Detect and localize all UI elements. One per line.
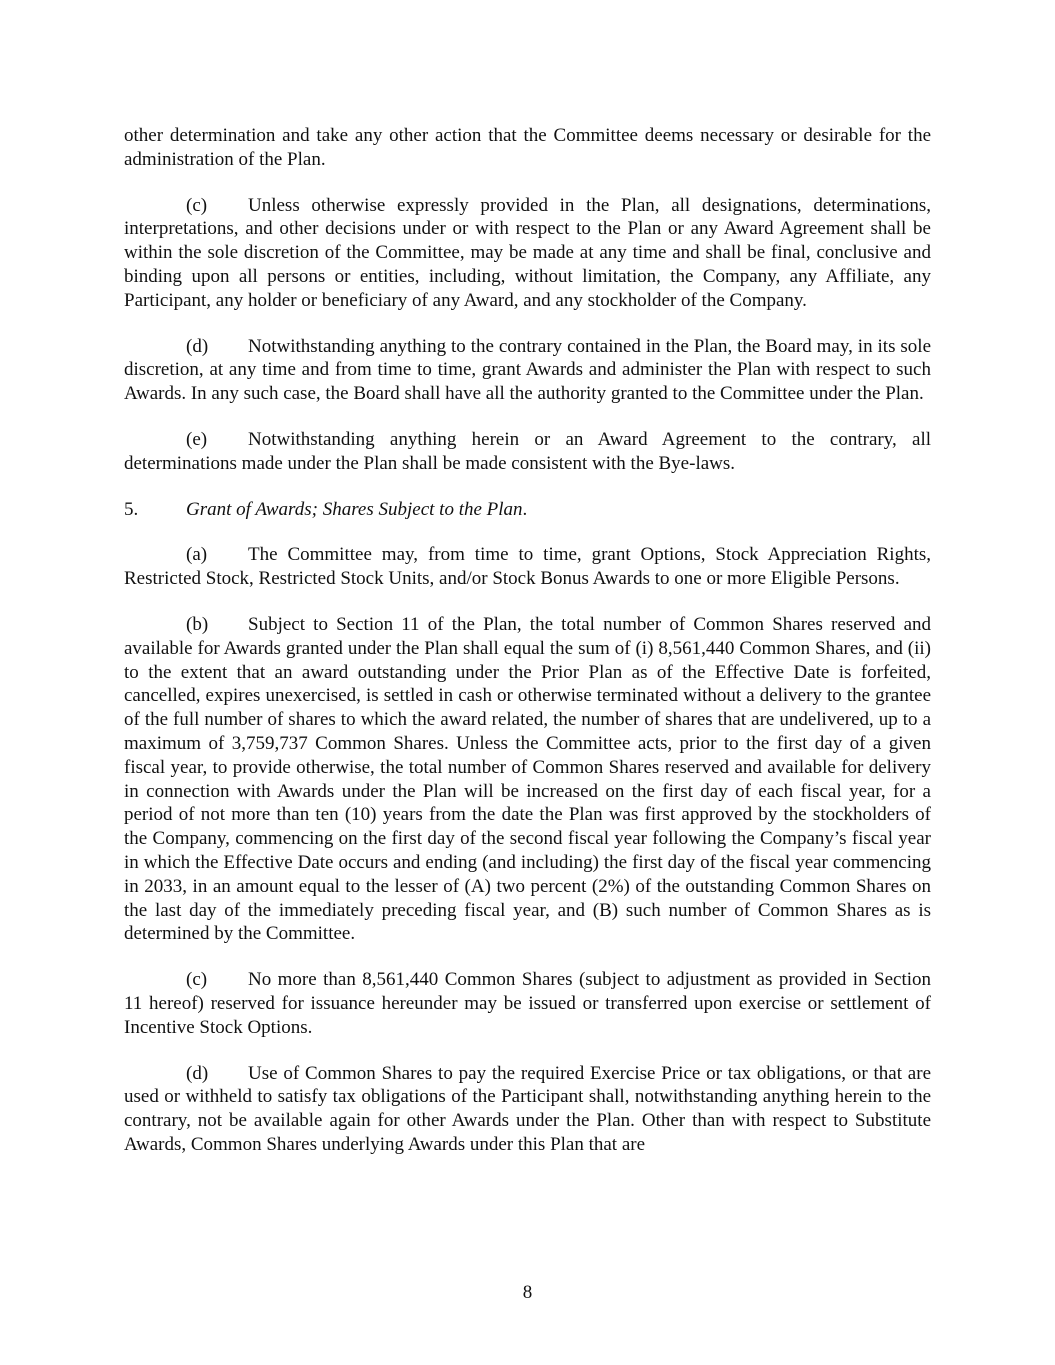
paragraph-text: Subject to Section 11 of the Plan, the total number of Common Shares reserved and available for Awards granted under the Plan shall equal the sum of (i) 8,561,440 Common Shares, and (ii) to the extent that an award outstanding under the Prior Plan as of the Effective Date is forfeited, cancelled, expires unexercised, is settled in cash or otherwise terminated without a delivery to the grantee of the full number of shares to which the award related, the number of shares that are undelivered, up to a maximum of 3,759,737 Common Shares. Unless the Committee acts, prior to the first day of a given fiscal year, to provide otherwise, the total number of Common Shares reserved and available for delivery in connection with Awards under the Plan will be increased on the first day of each fiscal year, for a period of not more than ten (10) years from the date the Plan was first approved by the stockholders of the Company, commencing on the first day of the second fiscal year following the Company’s fiscal year in which the Effective Date occurs and ending (and including) the first day of the fiscal year commencing in 2033, in an amount equal to the lesser of (A) two percent (2%) of the outstanding Common Shares on the last day of the immediately preceding fiscal year, and (B) such number of Common Shares as is determined by the Committee. — [124, 613, 931, 945]
section-number: 5. — [124, 498, 139, 520]
paragraph-4d — [124, 335, 931, 406]
paragraph-4c — [124, 194, 931, 313]
paragraph-text: The Committee may, from time to time, grant Options, Stock Appreciation Rights, Restricted Stock, Restricted Stock Units, and/or Stock Bonus Awards to one or more Eligible Persons. — [124, 544, 931, 590]
page-number: 8 — [522, 1282, 533, 1303]
paragraph-label: (c) — [186, 194, 208, 216]
paragraph-label: (b) — [186, 613, 209, 635]
paragraph-text: Use of Common Shares to pay the required Exercise Price or tax obligations, or that are used or withheld to satisfy tax obligations of the Participant shall, notwithstanding anything herein to the contrary, not be available again for other Awards under the Plan. Other than with respect to Substitute Awards, Common Shares underlying Awards under this Plan that are — [124, 1062, 931, 1155]
paragraph-4e — [124, 428, 931, 476]
paragraph-text: No more than 8,561,440 Common Shares (subject to adjustment as provided in Section 11 hereof) reserved for issuance hereunder may be issued or transferred upon exercise or settlement of Incentive Stock Options. — [124, 969, 931, 1038]
section-5-heading — [124, 498, 931, 522]
paragraph-5b — [124, 613, 931, 946]
paragraph-label: (a) — [186, 544, 208, 566]
paragraph-text: Notwithstanding anything to the contrary contained in the Plan, the Board may, in its sole discretion, at any time and from time to time, grant Awards and administer the Plan with respect to such Awards. In any such case, the Board shall have all the authority granted to the Committee under the Plan. — [124, 335, 931, 405]
paragraph-label: (d) — [186, 335, 209, 357]
paragraph-text: Notwithstanding anything herein or an Award Agreement to the contrary, all determinations made under the Plan shall be made consistent with the Bye-laws. — [124, 428, 931, 474]
section-title: Grant of Awards; Shares Subject to the Plan — [186, 498, 523, 520]
paragraph-label: (d) — [186, 1062, 209, 1084]
paragraph-label: (e) — [186, 428, 208, 450]
paragraph-text: Unless otherwise expressly provided in the Plan, all designations, determinations, interpretations, and other decisions under or with respect to the Plan or any Award Agreement shall be within the sole discretion of the Committee, may be made at any time and shall be final, conclusive and binding upon all persons or entities, including, without limitation, the Company, any Affiliate, any Participant, any holder or beneficiary of any Award, and any stockholder of the Company. — [124, 194, 931, 311]
paragraph-5a — [124, 543, 931, 591]
paragraph-label: (c) — [186, 969, 208, 991]
document-page — [124, 124, 931, 1179]
paragraph-5c — [124, 968, 931, 1039]
section-title-suffix: . — [522, 498, 528, 520]
intro-paragraph: other determination and take any other action that the Committee deems necessary or desirable for the administration of the Plan. — [124, 125, 931, 170]
paragraph-5d — [124, 1062, 931, 1157]
